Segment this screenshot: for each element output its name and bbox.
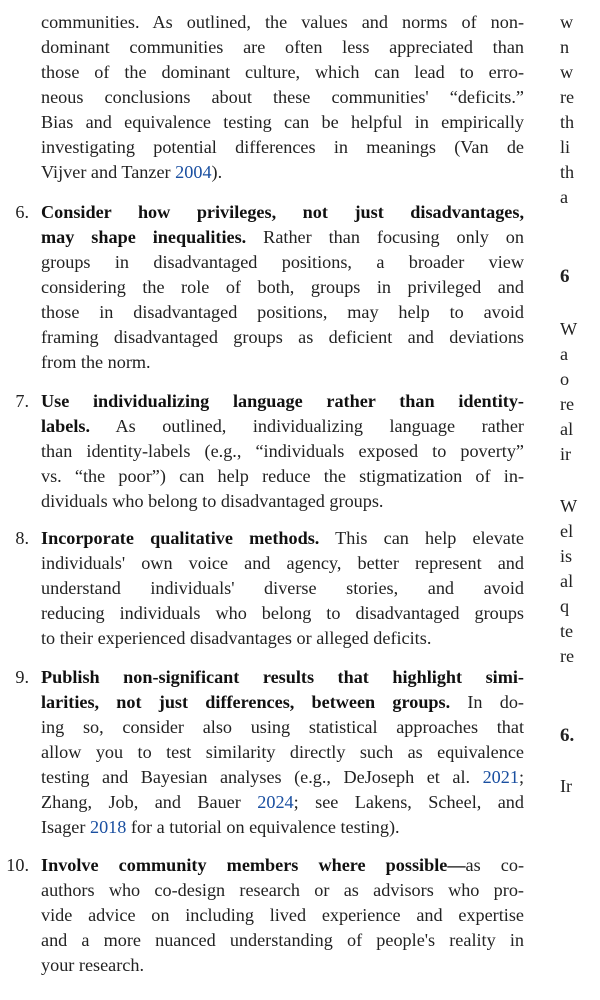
text-fragment: w bbox=[560, 62, 574, 82]
text-line: Bias and equivalence testing can be helpful in empirically bbox=[41, 112, 524, 132]
text-fragment: a bbox=[560, 187, 569, 207]
citation-link[interactable]: 2024 bbox=[257, 792, 294, 812]
text-fragment: W bbox=[560, 496, 578, 516]
item-number: 6. bbox=[15, 202, 29, 222]
citation-link[interactable]: 2021 bbox=[482, 767, 519, 787]
text-fragment: is bbox=[560, 546, 573, 566]
citation-link[interactable]: 2004 bbox=[175, 162, 212, 182]
text-fragment: al bbox=[560, 419, 574, 439]
text-fragment: for a tutorial on equivalence testing). bbox=[126, 817, 400, 837]
text-fragment: te bbox=[560, 621, 574, 641]
text-line: your research. bbox=[41, 955, 145, 975]
text-line: framing disadvantaged groups as deficient and deviations bbox=[41, 327, 524, 347]
text-line: allow you to test similarity directly such as equivalence bbox=[41, 742, 524, 762]
text-line: neous conclusions about these communities' “deficits.” bbox=[41, 87, 524, 107]
item-heading: may shape inequalities. bbox=[41, 227, 247, 247]
text-fragment: As outlined, individualizing language rather bbox=[90, 416, 524, 436]
text-line bbox=[41, 665, 524, 690]
citation-link[interactable]: 2018 bbox=[89, 817, 127, 837]
text-fragment: re bbox=[560, 87, 575, 107]
section-heading-fragment: 6. bbox=[560, 725, 575, 746]
text-line bbox=[41, 526, 524, 551]
text-line bbox=[41, 414, 524, 439]
text-line: and a more nuanced understanding of people's reality in bbox=[41, 930, 524, 950]
text-line bbox=[41, 853, 524, 878]
text-fragment: re bbox=[560, 394, 575, 414]
text-line: understand individuals' diverse stories, and avoid bbox=[41, 578, 524, 598]
text-fragment: ). bbox=[211, 162, 223, 182]
text-fragment: ; see Lakens, Scheel, and bbox=[293, 792, 524, 812]
text-line: communities. As outlined, the values and norms of non- bbox=[41, 12, 524, 32]
text-line: dominant communities are often less appreciated than bbox=[41, 37, 524, 57]
item-heading: Publish non-significant results that highlight simi- bbox=[41, 667, 524, 687]
text-fragment: ; bbox=[518, 767, 524, 787]
text-line bbox=[41, 815, 524, 840]
text-line: reducing individuals who belong to disadvantaged groups bbox=[41, 603, 524, 623]
text-line bbox=[41, 225, 524, 250]
text-line bbox=[41, 200, 524, 225]
item-heading: Incorporate qualitative methods. bbox=[41, 528, 320, 548]
text-line bbox=[41, 160, 524, 185]
text-line: than identity-labels (e.g., “individuals exposed to poverty” bbox=[41, 441, 524, 461]
item-number: 8. bbox=[15, 528, 29, 548]
text-fragment: th bbox=[560, 162, 575, 182]
item-number: 9. bbox=[15, 667, 29, 687]
text-fragment: th bbox=[560, 112, 575, 132]
item-heading: Involve community members where possible— bbox=[41, 855, 466, 875]
text-fragment: ir bbox=[560, 444, 572, 464]
text-fragment: Isager bbox=[41, 817, 90, 837]
text-line: to their experienced disadvantages or alleged deficits. bbox=[41, 628, 432, 648]
text-fragment: re bbox=[560, 646, 575, 666]
text-fragment: el bbox=[560, 521, 574, 541]
text-fragment: as co- bbox=[465, 855, 525, 875]
text-line: dividuals who belong to disadvantaged groups. bbox=[41, 491, 384, 511]
text-line: vide advice on including lived experience and expertise bbox=[41, 905, 524, 925]
item-number: 10. bbox=[6, 855, 29, 875]
text-fragment: n bbox=[560, 37, 570, 57]
text-line bbox=[41, 690, 524, 715]
text-line: from the norm. bbox=[41, 352, 151, 372]
text-line: ing so, consider also using statistical approaches that bbox=[41, 717, 524, 737]
text-fragment: W bbox=[560, 319, 578, 339]
text-line: investigating potential differences in meanings (Van de bbox=[41, 137, 524, 157]
text-line: groups in disadvantaged positions, a broader view bbox=[41, 252, 524, 272]
text-fragment: li bbox=[560, 137, 571, 157]
text-fragment: Vijver and Tanzer bbox=[41, 162, 176, 182]
text-line: individuals' own voice and agency, better represent and bbox=[41, 553, 524, 573]
text-fragment: o bbox=[560, 369, 570, 389]
text-fragment: w bbox=[560, 12, 574, 32]
item-heading: Use individualizing language rather than identity- bbox=[41, 391, 524, 411]
item-heading: Consider how privileges, not just disadvantages, bbox=[41, 202, 524, 222]
text-fragment: Ir bbox=[560, 776, 573, 796]
text-fragment: In do- bbox=[450, 692, 524, 712]
text-line: those in disadvantaged positions, may help to avoid bbox=[41, 302, 524, 322]
text-fragment: q bbox=[560, 596, 570, 616]
text-fragment: testing and Bayesian analyses (e.g., DeJoseph et al. bbox=[41, 767, 483, 787]
item-heading: labels. bbox=[41, 416, 91, 436]
text-line: vs. “the poor”) can help reduce the stigmatization of in- bbox=[41, 466, 524, 486]
text-line: those of the dominant culture, which can lead to erro- bbox=[41, 62, 524, 82]
text-fragment: This can help elevate bbox=[319, 528, 524, 548]
text-fragment: Zhang, Job, and Bauer bbox=[41, 792, 258, 812]
text-line bbox=[41, 790, 524, 815]
text-line bbox=[41, 765, 524, 790]
text-line: authors who co-design research or as advisors who pro- bbox=[41, 880, 524, 900]
section-heading-fragment: 6 bbox=[560, 266, 570, 287]
item-number: 7. bbox=[15, 391, 29, 411]
text-fragment: Rather than focusing only on bbox=[246, 227, 524, 247]
item-heading: larities, not just differences, between groups. bbox=[41, 692, 451, 712]
text-fragment: a bbox=[560, 344, 569, 364]
text-line: considering the role of both, groups in privileged and bbox=[41, 277, 524, 297]
text-line bbox=[41, 389, 524, 414]
text-fragment: al bbox=[560, 571, 574, 591]
